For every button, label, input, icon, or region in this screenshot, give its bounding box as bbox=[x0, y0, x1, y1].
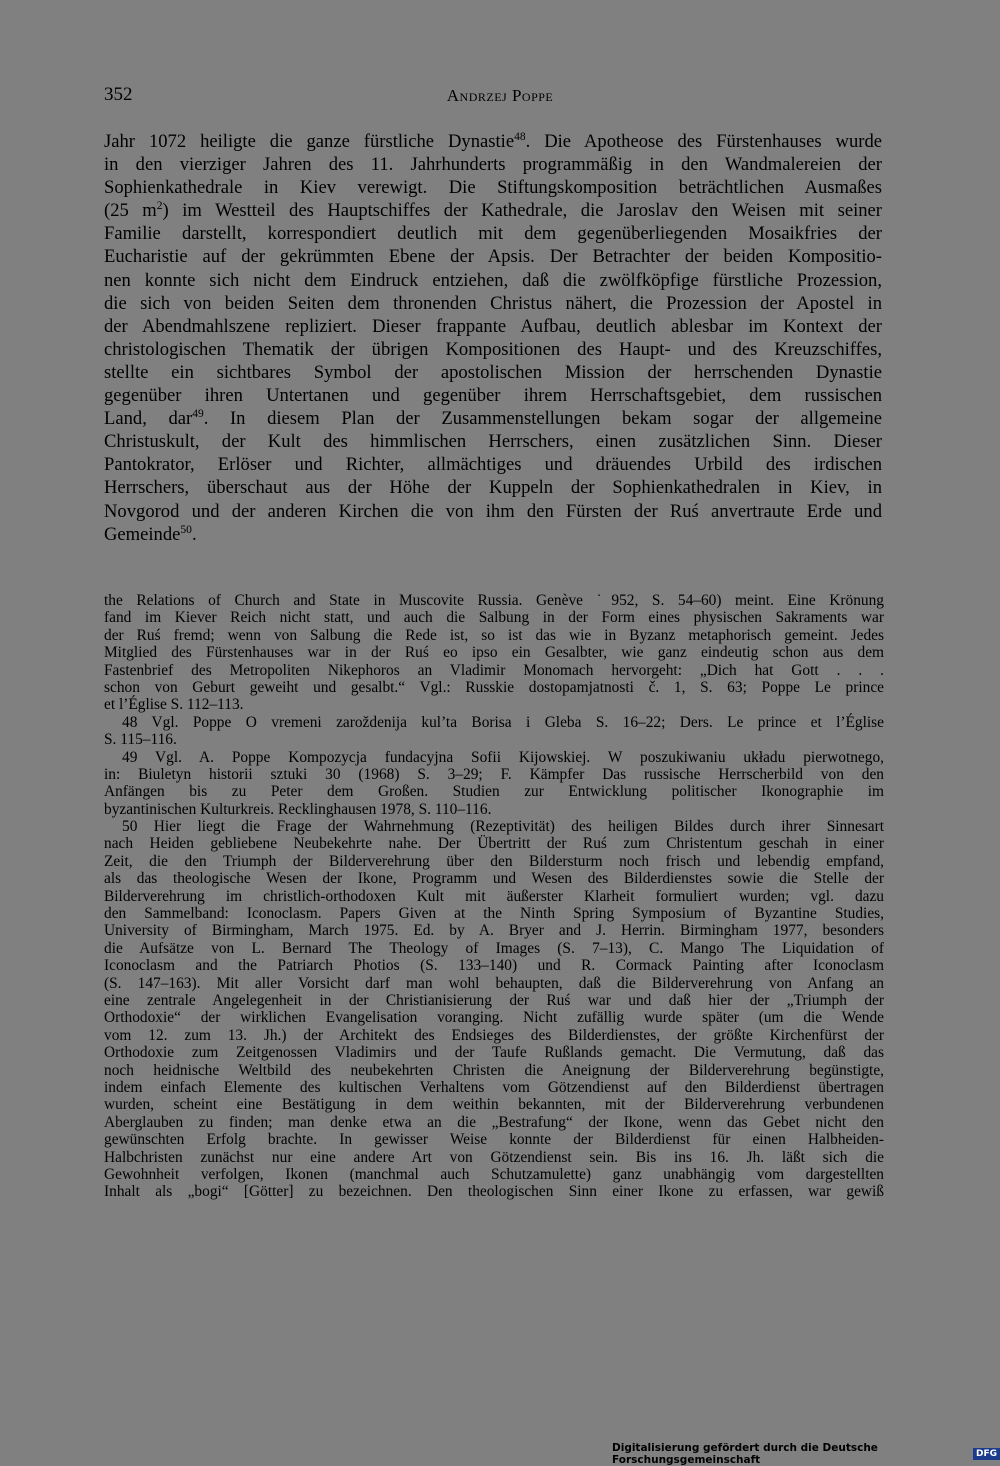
footnote-line bbox=[104, 940, 884, 957]
footnote-line-text: Mitglied des Fürstenhauses war in der Ruś eo ipso ein Gesalbter, wie ganz eindeutig schon aus dem bbox=[104, 644, 884, 662]
footnote-line bbox=[104, 1131, 884, 1148]
footnote-line bbox=[104, 835, 884, 852]
footnote-line bbox=[104, 592, 884, 609]
footnote-line-text: als das theologische Wesen der Ikone, Programm und Wesen des Bilderdienstes sowie die Stelle der bbox=[104, 870, 884, 888]
body-line-text: Eucharistie auf der gekrümmten Ebene der Apsis. Der Betrachter der beiden Kompositio- bbox=[104, 246, 882, 268]
footnote-line-text: Aberglauben zu finden; man denke etwa an die „Bestrafung“ der Ikone, wenn das Gebet nicht den bbox=[104, 1113, 884, 1131]
footnote-line bbox=[104, 679, 884, 696]
footnote-line bbox=[104, 905, 884, 922]
footnote-line bbox=[104, 766, 884, 783]
footnote-marker: 48 bbox=[514, 130, 526, 143]
footnote-line bbox=[104, 992, 884, 1009]
footnote-line-text: die Aufsätze von L. Bernard The Theology of Images (S. 7–13), C. Mango The Liquidation of bbox=[104, 939, 884, 957]
footnote-line bbox=[104, 975, 884, 992]
footnote-line bbox=[104, 888, 884, 905]
footnote-line-text: 48 Vgl. Poppe O vremeni zaroždenija kul’ta Borisa i Gleba S. 16–22; Ders. Le prince et l’Église bbox=[122, 713, 884, 731]
footnote-line-text: Orthodoxie zum Zeitgenossen Vladimirs und der Taufe Rußlands gemacht. Die Vermutung, daß das bbox=[104, 1044, 884, 1062]
body-line-text: gegenüber ihren Untertanen und gegenüber ihrem Herrschaftsgebiet, dem russischen bbox=[104, 385, 882, 407]
footnote-line-text: den Sammelband: Iconoclasm. Papers Given at the Ninth Spring Symposium of Byzantine Studies, bbox=[104, 905, 884, 923]
footnote-line-text: 50 Hier liegt die Frage der Wahrnehmung (Rezeptivität) des heiligen Bildes durch ihrer Sinnesart bbox=[122, 818, 884, 836]
footer-text: Digitalisierung gefördert durch die Deutsche Forschungsgemeinschaft bbox=[612, 1442, 878, 1466]
body-line bbox=[104, 407, 882, 430]
footnote-line-text: vom 12. zum 13. Jh.) der Architekt des Endsieges des Bilderdienstes, der größte Kirchenfürst der bbox=[104, 1026, 884, 1044]
body-line bbox=[104, 269, 882, 292]
footnote-line bbox=[104, 818, 884, 835]
footnote-line-text: der Ruś fremd; wenn von Salbung die Rede ist, so ist das wie in Byzanz metaphorisch gemeint. Jedes bbox=[104, 626, 884, 644]
body-line bbox=[104, 453, 882, 476]
body-line-text: der Abendmahlszene repliziert. Dieser frappante Aufbau, deutlich ablesbar im Kontext der bbox=[104, 315, 882, 337]
footnote-line bbox=[104, 696, 884, 713]
footnotes bbox=[104, 592, 884, 1201]
body-line bbox=[104, 245, 882, 268]
body-line bbox=[104, 199, 882, 222]
footnote-line bbox=[104, 1009, 884, 1026]
footnote-line-text: (S. 147–163). Mit aller Vorsicht darf man wohl behaupten, daß die Bilderverehrung von Anfang an bbox=[104, 974, 884, 992]
footnote-line-text: in: Biuletyn historii sztuki 30 (1968) S. 3–29; F. Kämpfer Das russische Herrscherbild von den bbox=[104, 765, 884, 783]
footnote-line bbox=[104, 783, 884, 800]
footnote-line-text: nach Heiden gebliebene Neubekehrte nahe. Der Übertritt der Ruś zum Christentum geschah in einer bbox=[104, 835, 884, 853]
footnote-line bbox=[104, 1027, 884, 1044]
footnote-line-text: Inhalt als „bogi“ [Götter] zu bezeichnen. Den theologischen Sinn einer Ikone zu erfassen, war gewiß bbox=[104, 1183, 884, 1201]
body-line-text-after: . bbox=[191, 523, 197, 545]
footnote-line-text: Halbchristen zunächst nur eine andere Art von Götzendienst sein. Bis ins 16. Jh. läßt sich die bbox=[104, 1148, 884, 1166]
footnote-marker: 2 bbox=[156, 200, 163, 213]
footnote-line-text: the Relations of Church and State in Muscovite Russia. Genève ˙952, S. 54–60) meint. Eine Krönung bbox=[104, 592, 884, 609]
body-line bbox=[104, 361, 882, 384]
footnote-marker: 50 bbox=[180, 523, 192, 536]
body-line bbox=[104, 476, 882, 499]
footnote-line-text: Fastenbrief des Metropoliten Nikephoros an Vladimir Monomach hervorgeht: „Dich hat Gott . . . bbox=[104, 661, 884, 679]
footnote-line-text: indem einfach Elemente des kultischen Verhaltens vom Götzendienst auf den Bilderdienst übertragen bbox=[104, 1078, 884, 1096]
footnote-line bbox=[104, 662, 884, 679]
body-line-text: in den vierziger Jahren des 11. Jahrhunderts programmäßig in den Wandmalereien der bbox=[104, 154, 882, 176]
body-line-text: Jahr 1072 heiligte die ganze fürstliche Dynastie bbox=[104, 131, 515, 152]
body-line-text-after: . In diesem Plan der Zusammenstellungen bekam sogar der allgemeine bbox=[203, 408, 882, 430]
body-line-text: (25 m bbox=[104, 200, 157, 222]
body-line-text: christologischen Thematik der übrigen Kompositionen des Haupt- und des Kreuzschiffes, bbox=[104, 338, 882, 360]
footnote-line-text: Gewohnheit verfolgen, Ikonen (manchmal auch Schutzamulette) ganz unabhängig vom dargestellten bbox=[104, 1165, 884, 1183]
footnote-line-text: noch heidnische Weltbild des neubekehrten Christen die Aneignung der Bilderverehrung begünstigte, bbox=[104, 1061, 884, 1079]
footnote-line bbox=[104, 1183, 884, 1200]
body-line bbox=[104, 500, 882, 523]
footnote-line-text: et l’Église S. 112–113. bbox=[104, 696, 244, 714]
body-line-text: Land, dar bbox=[104, 408, 193, 430]
body-line-text-after: . Die Apotheose des Fürstenhauses wurde bbox=[525, 131, 882, 152]
footnote-line bbox=[104, 1096, 884, 1113]
body-line-text: Herrschers, überschaut aus der Höhe der Kuppeln der Sophienkathedralen in Kiev, in bbox=[104, 477, 882, 499]
footnote-line bbox=[104, 714, 884, 731]
body-line bbox=[104, 384, 882, 407]
body-line bbox=[104, 176, 882, 199]
footnote-line bbox=[104, 801, 884, 818]
main-text bbox=[104, 130, 882, 546]
body-line bbox=[104, 292, 882, 315]
footnote-line-text: Zeit, die den Triumph der Bilderverehrung über den Bildersturm noch frisch und lebendig empfand, bbox=[104, 852, 884, 870]
page-number: 352 bbox=[104, 84, 133, 105]
footnote-line bbox=[104, 749, 884, 766]
body-line bbox=[104, 315, 882, 338]
footnote-line-text: wurden, scheint eine Bestätigung in dem weithin bekannten, mit der Bilderverehrung verbundenen bbox=[104, 1096, 884, 1114]
footnote-line bbox=[104, 957, 884, 974]
footnote-line-text: 49 Vgl. A. Poppe Kompozycja fundacyjna Sofii Kijowskiej. W poszukiwaniu układu pierwotnego, bbox=[122, 748, 884, 766]
body-line-text: Familie darstellt, korrespondiert deutlich mit dem gegenüberliegenden Mosaikfries der bbox=[104, 223, 882, 245]
body-line-text: Pantokrator, Erlöser und Richter, allmächtiges und dräuendes Urbild des irdischen bbox=[104, 454, 882, 476]
body-line-text: Sophienkathedrale in Kiev verewigt. Die Stiftungskomposition beträchtlichen Ausmaßes bbox=[104, 177, 882, 199]
footnote-line-text: Iconoclasm and the Patriarch Photios (S. 133–140) und R. Cormack Painting after Iconoclasm bbox=[104, 957, 884, 975]
footnote-line bbox=[104, 1079, 884, 1096]
footnote-line bbox=[104, 609, 884, 626]
footnote-line bbox=[104, 1166, 884, 1183]
footnote-line bbox=[104, 731, 884, 748]
footnote-marker: 49 bbox=[192, 407, 204, 420]
footnote-line-text: Orthodoxie“ der wirklichen Evangelisation voranging. Nicht zufällig wurde später (um die Wende bbox=[104, 1009, 884, 1027]
footnote-line bbox=[104, 1062, 884, 1079]
footnote-line-text: eine zentrale Angelegenheit in der Christianisierung der Ruś war und daß hier der „Triumph der bbox=[104, 991, 884, 1009]
footnote-line-text: fand im Kiever Reich nicht statt, und auch die Salbung in der Form eines physischen Sakraments war bbox=[104, 609, 884, 627]
body-line-text: Gemeinde bbox=[104, 523, 181, 545]
footnote-line-text: gewünschten Erfolg brachte. In gewisser Weise konnte der Bilderdienst für einen Halbheiden- bbox=[104, 1131, 884, 1149]
body-line bbox=[104, 130, 882, 153]
footnote-line-text: Anfängen bis zu Peter dem Großen. Studien zur Entwicklung politischer Ikonographie im bbox=[104, 783, 884, 801]
footnote-line-text: University of Birmingham, March 1975. Ed. by A. Bryer and J. Herrin. Birmingham 1977, besonders bbox=[104, 922, 884, 940]
funding-footer bbox=[612, 1442, 1000, 1466]
body-line-text: stellte ein sichtbares Symbol der apostolischen Mission der herrschenden Dynastie bbox=[104, 361, 882, 383]
footnote-line bbox=[104, 870, 884, 887]
body-line-text: Christuskult, der Kult des himmlischen Herrschers, einen zusätzlichen Sinn. Dieser bbox=[104, 431, 882, 453]
body-line-text-after: ) im Westteil des Hauptschiffes der Kathedrale, die Jaroslav den Weisen mit seiner bbox=[162, 200, 882, 222]
footnote-line bbox=[104, 627, 884, 644]
body-line-text: Novgorod und der anderen Kirchen die von ihm den Fürsten der Ruś anvertraute Erde und bbox=[104, 500, 882, 522]
running-head: Andrzej Poppe bbox=[446, 86, 554, 105]
footnote-line bbox=[104, 1149, 884, 1166]
body-line bbox=[104, 523, 882, 546]
body-line-text: nen konnte sich nicht dem Eindruck entziehen, daß die zwölfköpfige fürstliche Prozession, bbox=[104, 269, 882, 291]
footnote-line-text: Bilderverehrung im christlich-orthodoxen Kult mit äußerster Klarheit formuliert wurden; vgl. dazu bbox=[104, 887, 884, 905]
footnote-line-text: schon von Geburt geweiht und gesalbt.“ Vgl.: Russkie dostopamjatnosti č. 1, S. 63; Poppe Le prince bbox=[104, 678, 884, 696]
footnote-line-text: S. 115–116. bbox=[104, 731, 177, 749]
body-line bbox=[104, 153, 882, 176]
dfg-logo: DFG bbox=[973, 1448, 1000, 1460]
footnote-line bbox=[104, 1044, 884, 1061]
footnote-line bbox=[104, 1114, 884, 1131]
body-line bbox=[104, 222, 882, 245]
footnote-line bbox=[104, 644, 884, 661]
body-line bbox=[104, 338, 882, 361]
footnote-line bbox=[104, 853, 884, 870]
footnote-line-text: byzantinischen Kulturkreis. Recklinghausen 1978, S. 110–116. bbox=[104, 800, 492, 818]
body-line bbox=[104, 430, 882, 453]
footnote-line bbox=[104, 922, 884, 939]
body-line-text: die sich von beiden Seiten dem thronenden Christus nähert, die Prozession der Apostel in bbox=[104, 292, 882, 314]
